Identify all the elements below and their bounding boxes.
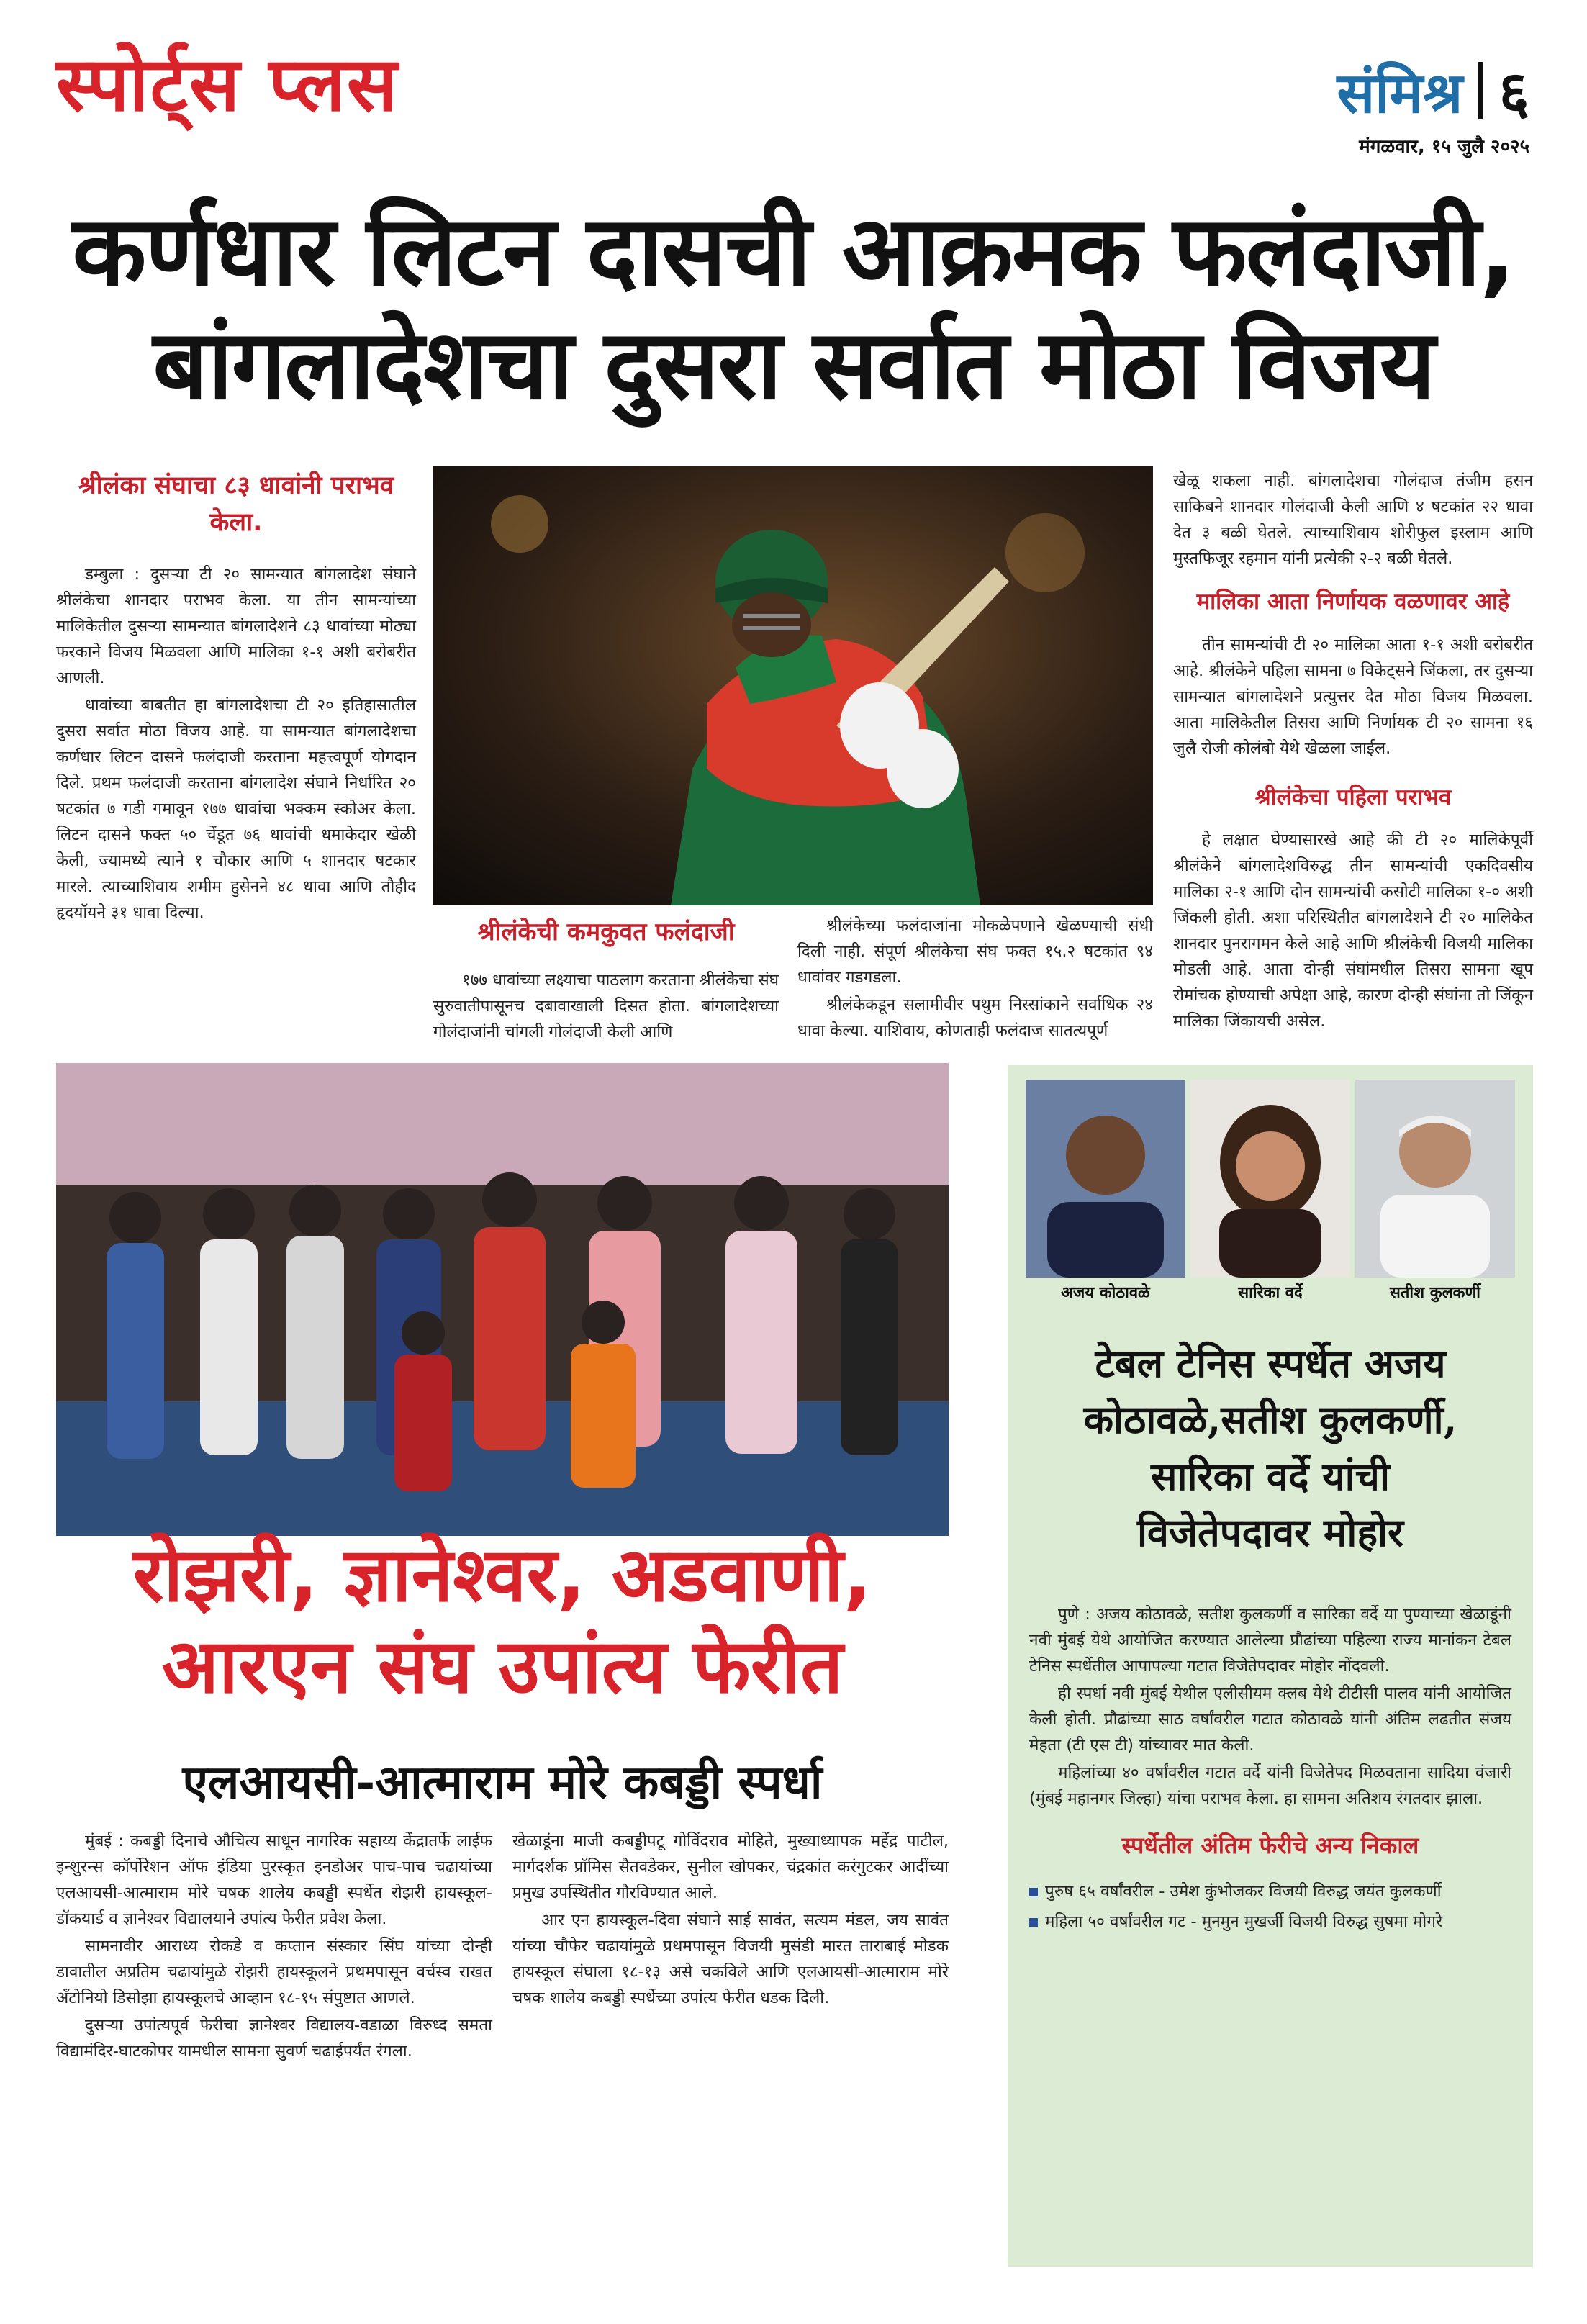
tt-results-list — [1029, 1878, 1511, 1935]
kabaddi-col1-para3: दुसऱ्या उपांत्यपूर्व फेरीचा ज्ञानेश्वर विद्यालय-वडाळा विरुध्द समता विद्यामंदिर-घाटकोपर यामधील सामना सुवर्ण चढाईपर्यंत रंगला. — [56, 2016, 492, 2061]
tt-headline-line3: सारिका वर्दे यांची — [1151, 1452, 1390, 1499]
portrait-ajay-icon — [1026, 1080, 1185, 1278]
label-satish: सतीश कुलकर्णी — [1389, 1284, 1481, 1302]
cricket-photo-caption: श्रीलंकेची कमकुवत फलंदाजी — [477, 918, 735, 946]
tt-results-head: स्पर्धेतील अंतिम फेरीचे अन्य निकाल — [1121, 1832, 1419, 1859]
batsman-illustration — [433, 466, 1153, 905]
cricket-left-subhead: श्रीलंका संघाचा ८३ धावांनी पराभव केला. — [78, 471, 394, 537]
cricket-mid-para3: श्रीलंकेकडून सलामीवीर पथुम निस्सांकाने सर्वाधिक २४ धावा केल्या. याशिवाय, कोणताही फलंदाज सातत्यपूर्ण — [797, 995, 1153, 1040]
cricket-right-subhead2: श्रीलंकेचा पहिला पराभव — [1254, 784, 1452, 810]
tt-result1: पुरुष ६५ वर्षांवरील - उमेश कुंभोजकर विजयी विरुद्ध जयंत कुलकर्णी — [1045, 1882, 1442, 1902]
brand-divider — [1478, 62, 1483, 119]
tt-para2: ही स्पर्धा नवी मुंबई येथील एलीसीयम क्लब येथे टीटीसी पालव यांनी आयोजित केली होती. प्रौढांच्या साठ वर्षांवरील गटात कोठावळे यांनी अंतिम लढतीत संजय मेहता (टी एस टी) यांच्यावर मात केली. — [1029, 1684, 1511, 1755]
cricket-left-para1: डम्बुला : दुसऱ्या टी २० सामन्यात बांगलादेश संघाने श्रीलंकेचा शानदार पराभव केला. या तीन सामन्यांच्या मालिकेतील दुसऱ्या सामन्यात बांगलादेशने ८३ धावांच्या मोठ्या फरकाने विजय मिळवला आणि मालिका १-१ अशी बरोबरीत आणली. — [56, 564, 416, 687]
bullet-icon — [1029, 1888, 1038, 1896]
cricket-left-column — [56, 468, 416, 927]
cricket-left-para2: धावांच्या बाबतीत हा बांगलादेशचा टी २० इतिहासातील दुसरा सर्वात मोठा विजय आहे. या सामन्यात बांगलादेशचा कर्णधार लिटन दासने फलंदाजी करताना महत्त्वपूर्ण योगदान दिले. प्रथम फलंदाजी करताना बांगलादेश संघाने निर्धारित २० षटकांत ७ गडी गमावून १७७ धावांचा भक्कम स्कोअर केला. लिटन दासने फक्त ५० चेंडूत ७६ धावांची धमाकेदार खेळी केली, ज्यामध्ये त्याने १ चौकार आणि ५ शानदार षटकार मारले. त्याच्याशिवाय शमीम हुसेनने ४८ धावा आणि तौहीद हृदयॉयने ३१ धावा दिल्या. — [56, 695, 416, 922]
label-ajay: अजय कोठावळे — [1061, 1284, 1150, 1302]
list-item — [1029, 1878, 1511, 1904]
tt-headline-line2: कोठावळे,सतीश कुलकर्णी, — [1083, 1396, 1457, 1443]
cricket-right-para1: खेळू शकला नाही. बांगलादेशचा गोलंदाज तंजीम हसन साकिबने शानदार गोलंदाजी केली आणि ४ षटकांत २२ धावा देत ३ बळी घेतले. त्याच्याशिवाय शोरीफुल इस्लाम आणि मुस्तफिजूर रहमान यांनी प्रत्येकी २-२ बळी घेतले. — [1173, 471, 1533, 568]
kabaddi-col1-para1: मुंबई : कबड्डी दिनाचे औचित्य साधून नागरिक सहाय्य केंद्रातर्फे लाईफ इन्शुरन्स कॉर्पोरेशन ऑफ इंडिया पुरस्कृत इनडोअर पाच-पाच चढायांच्या एलआयसी-आत्माराम मोरे चषक शालेय कबड्डी स्पर्धेत रोझरी हायस्कूल-डॉकयार्ड व ज्ञानेश्वर विद्यालयाने उपांत्य फेरीत प्रवेश केला. — [56, 1832, 492, 1928]
kabaddi-column2 — [512, 1828, 949, 2012]
cricket-headline — [43, 194, 1544, 422]
cricket-right-para2: तीन सामन्यांची टी २० मालिका आता १-१ अशी बरोबरीत आहे. श्रीलंकेने पहिला सामना ७ विकेट्सने जिंकला, तर दुसऱ्या सामन्यात बांगलादेशने प्रत्युत्तर देत मोठा विजय मिळवला. आता मालिकेतील तिसरा आणि निर्णायक टी २० सामना १६ जुलै रोजी कोलंबो येथे खेळला जाईल. — [1173, 635, 1533, 758]
list-item — [1029, 1909, 1511, 1935]
cricket-right-subhead1: मालिका आता निर्णायक वळणावर आहे — [1196, 589, 1510, 615]
tt-result2: महिला ५० वर्षांवरील गट - मुनमुन मुखर्जी विजयी विरुद्ध सुषमा मोगरे — [1045, 1912, 1443, 1932]
cricket-headline-line1: कर्णधार लिटन दासची आक्रमक फलंदाजी, — [72, 195, 1515, 307]
kabaddi-headline-line2: आरएन संघ उपांत्य फेरीत — [161, 1622, 844, 1710]
cricket-mid-column — [433, 913, 779, 1046]
cricket-batsman-photo — [433, 466, 1153, 905]
kabaddi-col1-para2: सामनावीर आराध्य रोकडे व कप्तान संस्कार सिंघ यांच्या दोन्ही डावातील अप्रतिम चढायांमुळे रोझरी हायस्कूलने प्रथमपासून वर्चस्व राखत अँटोनियो डिसोझा हायस्कूलचे आव्हान १८-१५ संपुष्टात आणले. — [56, 1937, 492, 2007]
kabaddi-column1 — [56, 1828, 492, 2066]
kabaddi-headline — [56, 1529, 949, 1712]
cricket-mid-para1: १७७ धावांच्या लक्ष्याचा पाठलाग करताना श्रीलंकेचा संघ सुरुवातीपासूनच दबावाखाली दिसत होता. बांगलादेशच्या गोलंदाजांनी चांगली गोलंदाजी केली आणि — [433, 971, 779, 1042]
kabaddi-group-photo — [56, 1063, 949, 1536]
dateline: मंगळवार, १५ जुलै २०२५ — [1359, 136, 1529, 158]
cricket-right-para3: हे लक्षात घेण्यासारखे आहे की टी २० मालिकेपूर्वी श्रीलंकेने बांगलादेशविरुद्ध तीन सामन्यांची एकदिवसीय मालिका २-१ आणि दोन सामन्यांची कसोटी मालिका १-० अशी जिंकली होती. अशा परिस्थितीत बांगलादेशने टी २० मालिकेत शानदार पुनरागमन केले आहे आणि श्रीलंकेची विजयी मालिका मोडली आहे. आता दोन्ही संघांमधील तिसरा सामना खूप रोमांचक होण्याची अपेक्षा आहे, कारण दोन्ही संघांना तो जिंकून मालिका जिंकायची असेल. — [1173, 831, 1533, 1031]
cricket-headline-line2: बांगलादेशचा दुसरा सर्वात मोठा विजय — [153, 309, 1434, 422]
photo-sarika — [1190, 1080, 1350, 1278]
label-sarika: सारिका वर्दे — [1238, 1284, 1303, 1302]
cricket-mid-column2 — [797, 913, 1153, 1045]
photo-ajay — [1026, 1080, 1185, 1278]
brand-name: संमिश्र — [1337, 61, 1463, 126]
section-title: स्पोर्ट्स प्लस — [56, 40, 399, 128]
table-tennis-box — [1008, 1065, 1533, 2267]
tt-headline-line4: विजेतेपदावर मोहोर — [1136, 1509, 1404, 1555]
kabaddi-headline-line1: रोझरी, ज्ञानेश्वर, अडवाणी, — [132, 1531, 872, 1619]
bullet-icon — [1029, 1918, 1038, 1927]
cricket-mid-para2: श्रीलंकेच्या फलंदाजांना मोकळेपणाने खेळण्याची संधी दिली नाही. संपूर्ण श्रीलंकेचा संघ फक्त १५.२ षटकांत ९४ धावांवर गडगडला. — [797, 916, 1153, 987]
kabaddi-col2-para2: आर एन हायस्कूल-दिवा संघाने साई सावंत, सत्यम मंडल, जय सावंत यांच्या चौफेर चढायांमुळे प्रथमपासून विजयी मुसंडी मारत ताराबाई मोडक हायस्कूल संघाला १८-१३ असे चकविले आणि एलआयसी-आत्माराम मोरे चषक शालेय कबड्डी स्पर्धेच्या उपांत्य फेरीत धडक दिली. — [512, 1911, 949, 2007]
tt-body — [1029, 1601, 1511, 1939]
portrait-sarika-icon — [1190, 1080, 1350, 1278]
cricket-right-column — [1173, 468, 1533, 1036]
group-photo-illustration — [56, 1063, 949, 1536]
tt-headline-line1: टेबल टेनिस स्पर्धेत अजय — [1095, 1340, 1446, 1386]
kabaddi-col2-para1: खेळाडूंना माजी कबड्डीपटू गोविंदराव मोहिते, मुख्याध्यापक महेंद्र पाटील, मार्गदर्शक प्रॉमिस सैतवडेकर, सुनील खोपकर, चंद्रकांत करंगुटकर आदींच्या प्रमुख उपस्थितीत गौरविण्यात आले. — [512, 1832, 949, 1902]
tt-para1: पुणे : अजय कोठावळे, सतीश कुलकर्णी व सारिका वर्दे या पुण्याच्या खेळाडूंनी नवी मुंबई येथे आयोजित करण्यात आलेल्या प्रौढांच्या पहिल्या राज्य मानांकन टेबल टेनिस स्पर्धेतील आपापल्या गटात विजेतेपदावर मोहोर नोंदवली. — [1029, 1605, 1511, 1676]
tt-headline — [1015, 1335, 1526, 1560]
kabaddi-subhead: एलआयसी-आत्माराम मोरे कबड्डी स्पर्धा — [182, 1755, 823, 1809]
photo-satish — [1355, 1080, 1515, 1278]
tt-para3: महिलांच्या ४० वर्षांवरील गटात वर्दे यांनी विजेतेपद मिळवताना सादिया वंजारी (मुंबई महानगर जिल्हा) यांचा पराभव केला. हा सामना अतिशय रंगतदार झाला. — [1029, 1763, 1511, 1808]
portrait-satish-icon — [1355, 1080, 1515, 1278]
masthead-right — [1337, 50, 1529, 158]
page-number: ६ — [1498, 59, 1529, 127]
